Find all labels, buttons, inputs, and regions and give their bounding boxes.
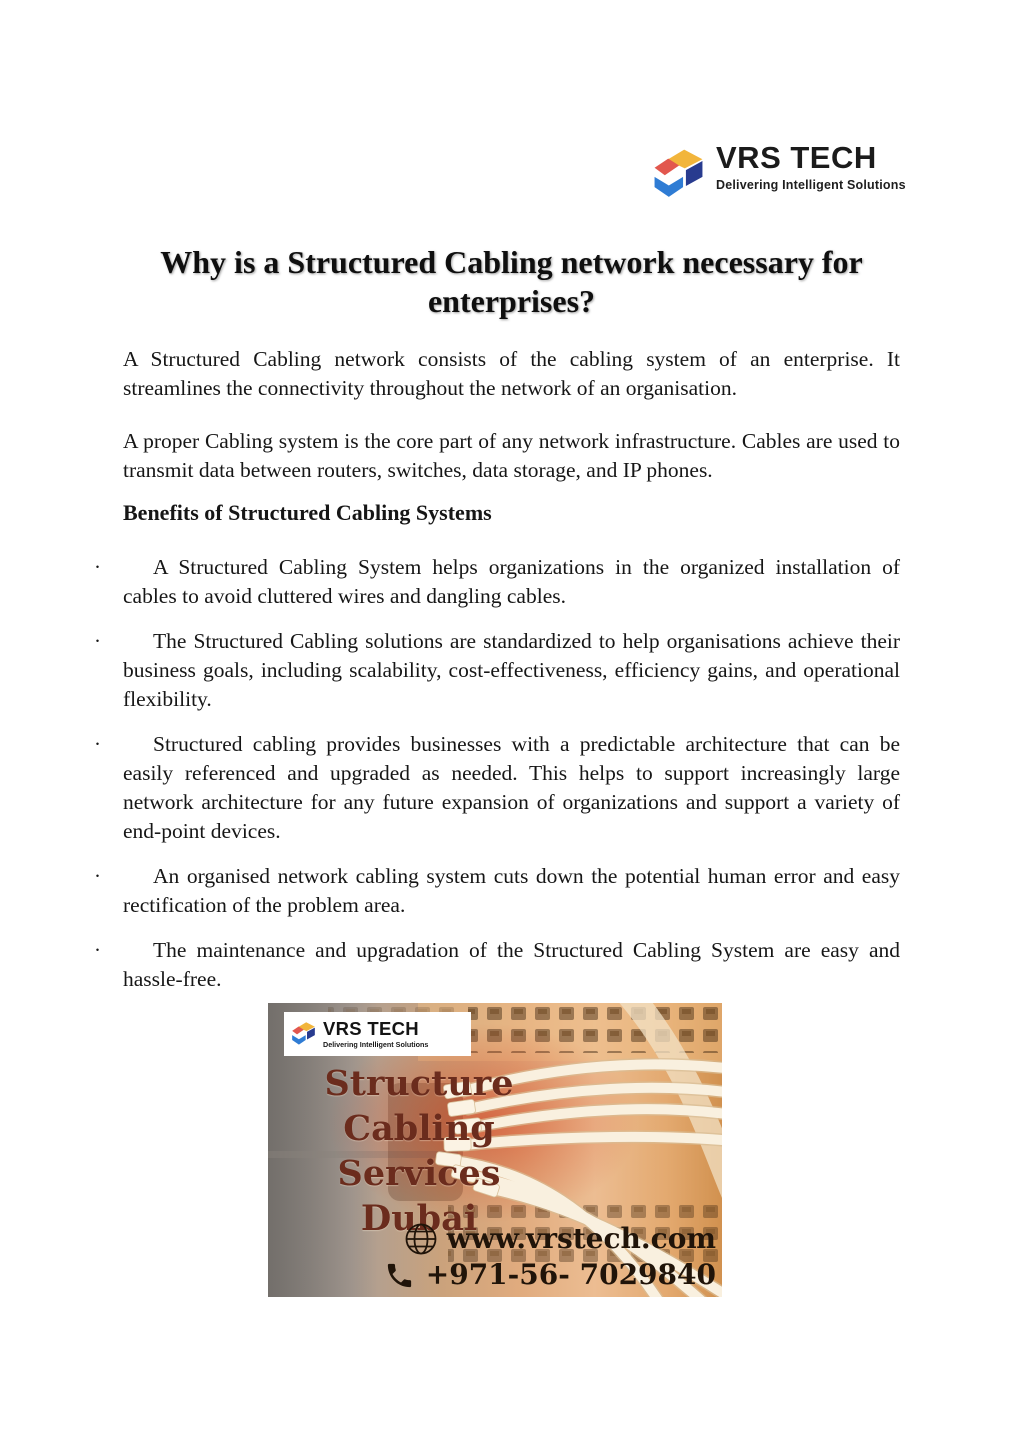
banner-logo-text-block bbox=[323, 1019, 428, 1049]
logo-text-block bbox=[716, 141, 906, 192]
banner-heading-line1: Structure bbox=[324, 1063, 514, 1104]
section-heading-benefits: Benefits of Structured Cabling Systems bbox=[123, 500, 492, 525]
paragraph-cabling-core: A proper Cabling system is the core part of any network infrastructure. Cables are used to transmit data between routers, switches, data storage, and IP phones. bbox=[123, 429, 900, 482]
document-body bbox=[94, 345, 900, 994]
bullet-item-2 bbox=[94, 627, 900, 714]
globe-icon bbox=[403, 1221, 439, 1257]
banner-website: www.vrstech.com bbox=[446, 1222, 716, 1255]
phone-row bbox=[384, 1257, 716, 1293]
banner-phone: +971-56- 7029840 bbox=[425, 1258, 716, 1291]
phone-icon bbox=[384, 1260, 415, 1291]
bullet-item-3 bbox=[94, 730, 900, 846]
banner-contact-block bbox=[384, 1221, 716, 1293]
bullet-marker: · bbox=[94, 732, 101, 756]
page-title bbox=[0, 243, 1023, 321]
page-title-line2: enterprises? bbox=[427, 283, 596, 319]
website-row bbox=[403, 1221, 716, 1257]
bullet-item-1 bbox=[94, 553, 900, 611]
logo-tagline: Delivering Intelligent Solutions bbox=[716, 178, 906, 192]
banner-heading-line3: Services Dubai bbox=[337, 1153, 501, 1239]
bullet-marker: · bbox=[94, 629, 101, 653]
bullet-item-5 bbox=[94, 936, 900, 994]
banner-logo-tagline: Delivering Intelligent Solutions bbox=[323, 1040, 429, 1049]
logo-name: VRS TECH bbox=[716, 140, 877, 175]
banner-logo-name: VRS TECH bbox=[323, 1018, 419, 1039]
bullet-marker: · bbox=[94, 555, 101, 579]
banner-heading bbox=[274, 1061, 564, 1241]
page-title-line1: Why is a Structured Cabling network necessary for bbox=[160, 244, 863, 280]
promo-banner-image bbox=[268, 1003, 722, 1297]
bullet-text: Structured cabling provides businesses with a predictable architecture that can be easily referenced and upgraded as needed. This helps to support increasingly large network architecture for any future expansion of organizations and support a variety of end-point devices. bbox=[123, 732, 900, 843]
bullet-text: The maintenance and upgradation of the Structured Cabling System are easy and hassle-free. bbox=[123, 938, 900, 991]
bullet-item-4 bbox=[94, 862, 900, 920]
vrs-tech-hexagon-icon bbox=[290, 1018, 317, 1051]
bullet-text: A Structured Cabling System helps organizations in the organized installation of cables to avoid cluttered wires and dangling cables. bbox=[123, 555, 900, 608]
bullet-text: The Structured Cabling solutions are standardized to help organisations achieve their business goals, including scalability, cost-effectiveness, efficiency gains, and operational flexibility. bbox=[123, 629, 900, 711]
banner-logo bbox=[284, 1012, 471, 1056]
company-logo bbox=[650, 141, 906, 210]
banner-heading-line2: Cabling bbox=[343, 1108, 495, 1149]
bullet-marker: · bbox=[94, 864, 101, 888]
bullet-marker: · bbox=[94, 938, 101, 962]
paragraph-intro: A Structured Cabling network consists of the cabling system of an enterprise. It streamlines the connectivity throughout the network of an organisation. bbox=[123, 347, 900, 400]
vrs-tech-hexagon-icon bbox=[650, 141, 707, 210]
bullet-text: An organised network cabling system cuts down the potential human error and easy rectification of the problem area. bbox=[123, 864, 900, 917]
